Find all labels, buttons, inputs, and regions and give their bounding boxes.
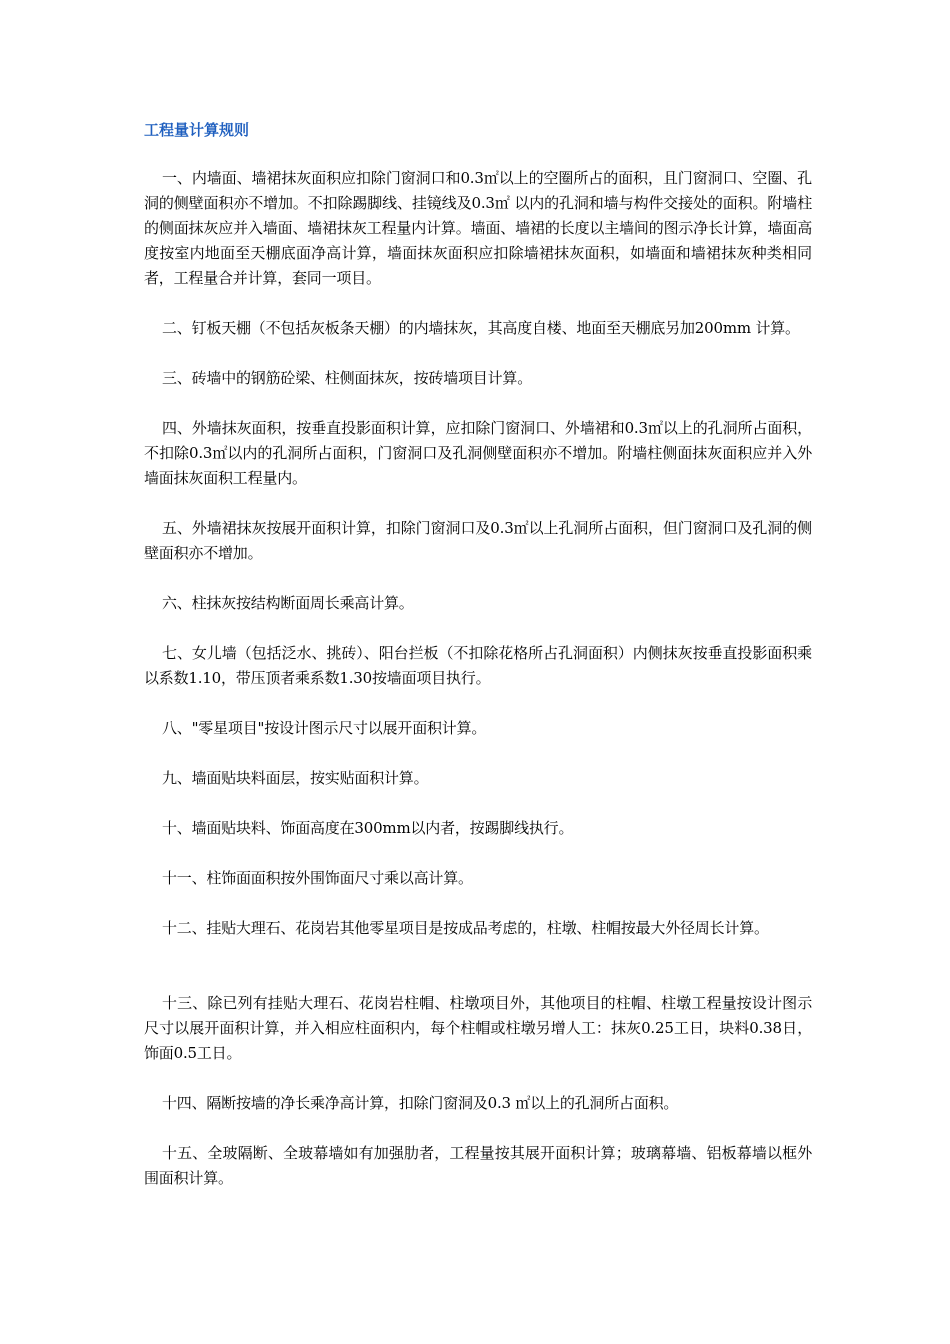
rule-paragraph: 四、外墙抹灰面积，按垂直投影面积计算，应扣除门窗洞口、外墙裙和0.3㎡以上的孔洞所占面积，不扣除0.3㎡以内的孔洞所占面积，门窗洞口及孔洞侧壁面积亦不增加。附墙柱侧面抹灰面积应并入外墙面抹灰面积工程量内。	[144, 419, 812, 487]
rule-paragraph: 三、砖墙中的钢筋砼梁、柱侧面抹灰，按砖墙项目计算。	[162, 369, 533, 387]
rule-paragraph: 十三、除已列有挂贴大理石、花岗岩柱帽、柱墩项目外，其他项目的柱帽、柱墩工程量按设计图示尺寸以展开面积计算，并入相应柱面积内，每个柱帽或柱墩另增人工：抹灰0.25工日，块料0.38日，饰面0.5工日。	[144, 994, 812, 1062]
document-title: 工程量计算规则	[144, 121, 250, 139]
rule-paragraph: 十一、柱饰面面积按外围饰面尺寸乘以高计算。	[162, 869, 473, 887]
rule-paragraph: 七、女儿墙（包括泛水、挑砖）、阳台拦板（不扣除花格所占孔洞面积）内侧抹灰按垂直投影面积乘以系数1.10，带压顶者乘系数1.30按墙面项目执行。	[144, 644, 812, 687]
rule-paragraph: 十、墙面贴块料、饰面高度在300mm以内者，按踢脚线执行。	[162, 819, 574, 837]
rule-paragraph: 十二、挂贴大理石、花岗岩其他零星项目是按成品考虑的，柱墩、柱帽按最大外径周长计算。	[162, 919, 769, 937]
rule-paragraph: 六、柱抹灰按结构断面周长乘高计算。	[162, 594, 414, 612]
document-page	[144, 118, 812, 1216]
rule-paragraph: 十四、隔断按墙的净长乘净高计算，扣除门窗洞及0.3 ㎡以上的孔洞所占面积。	[162, 1094, 679, 1112]
rule-paragraph: 一、内墙面、墙裙抹灰面积应扣除门窗洞口和0.3㎡以上的空圈所占的面积，且门窗洞口、空圈、孔洞的侧壁面积亦不增加。不扣除踢脚线、挂镜线及0.3㎡ 以内的孔洞和墙与构件交接处的面积。附墙柱的侧面抹灰应并入墙面、墙裙抹灰工程量内计算。墙面、墙裙的长度以主墙间的图示净长计算，墙面高度按室内地面至天棚底面净高计算，墙面抹灰面积应扣除墙裙抹灰面积，如墙面和墙裙抹灰种类相同者，工程量合并计算，套同一项目。	[144, 169, 812, 287]
rule-paragraph: 八、"零星项目"按设计图示尺寸以展开面积计算。	[162, 719, 487, 737]
rule-paragraph: 十五、全玻隔断、全玻幕墙如有加强肋者，工程量按其展开面积计算；玻璃幕墙、铝板幕墙以框外围面积计算。	[144, 1144, 812, 1187]
rule-paragraph: 二、钉板天棚（不包括灰板条天棚）的内墙抹灰，其高度自楼、地面至天棚底另加200mm 计算。	[162, 319, 800, 337]
rule-paragraph: 五、外墙裙抹灰按展开面积计算，扣除门窗洞口及0.3㎡以上孔洞所占面积，但门窗洞口及孔洞的侧壁面积亦不增加。	[144, 519, 812, 562]
rule-paragraph: 九、墙面贴块料面层，按实贴面积计算。	[162, 769, 429, 787]
